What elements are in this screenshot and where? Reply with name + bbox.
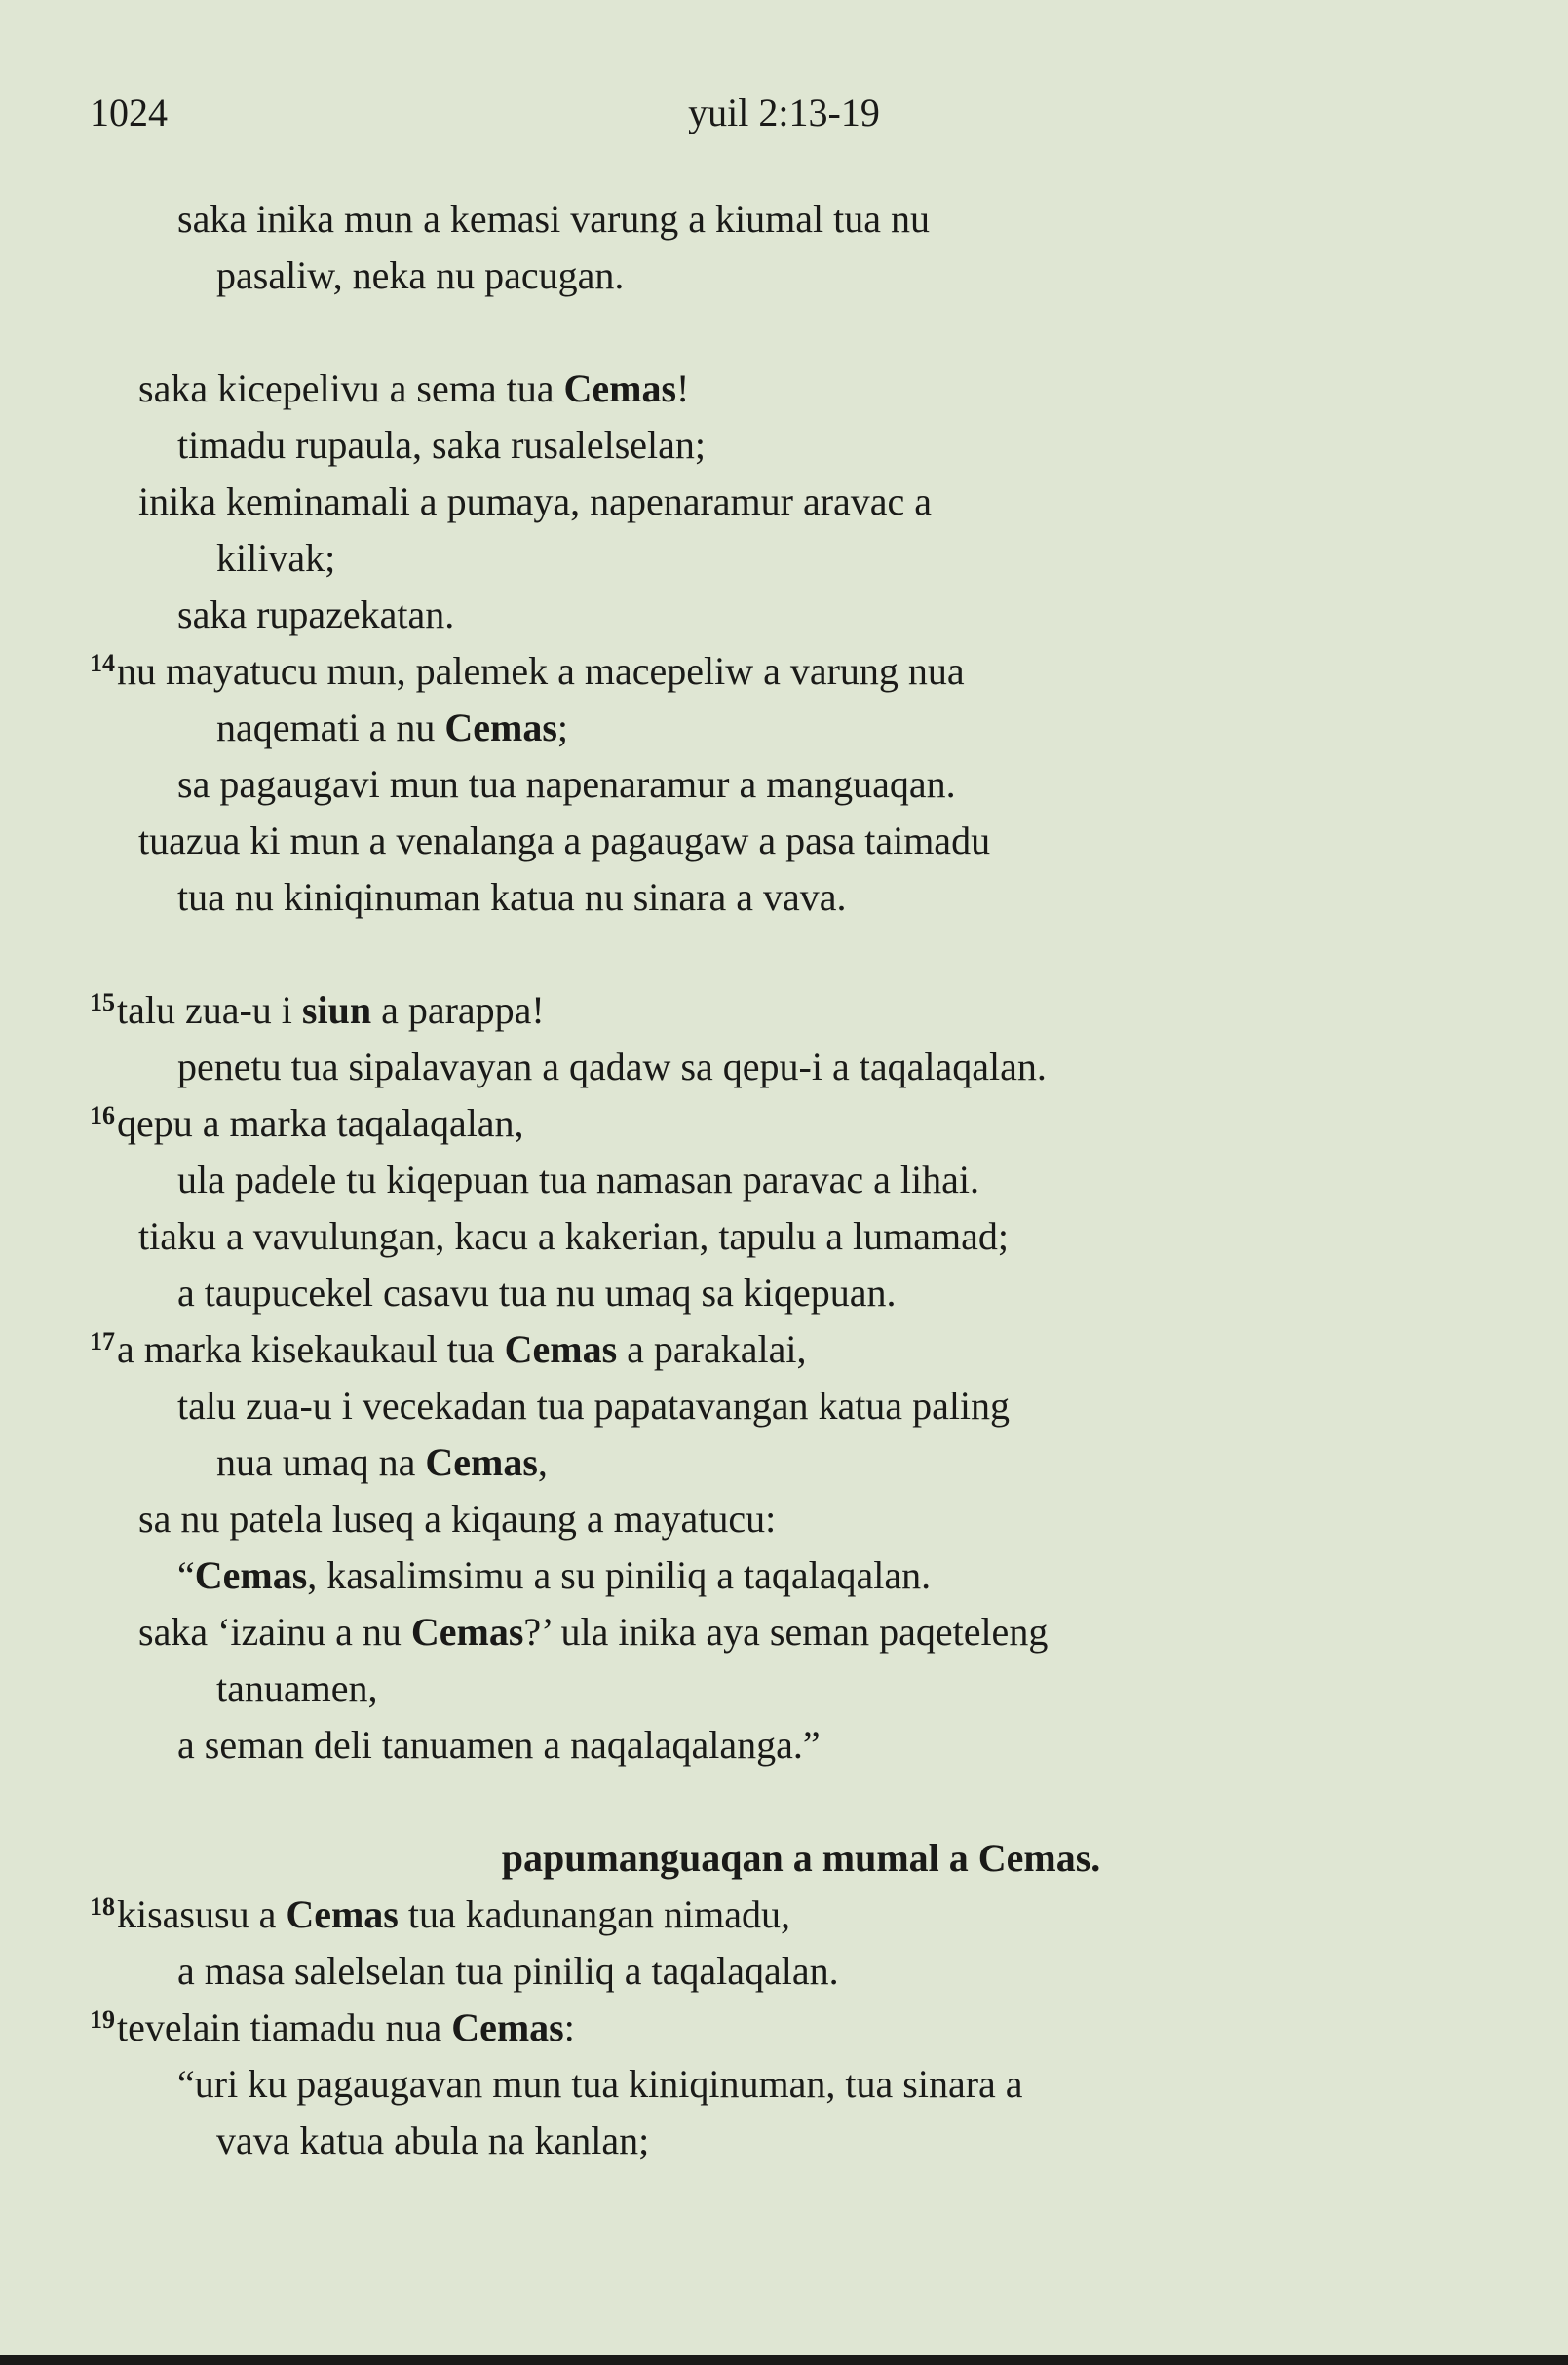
line-text: vava katua abula na kanlan; bbox=[216, 2118, 650, 2162]
page-header bbox=[90, 90, 1478, 148]
emphasized-word: Cemas bbox=[194, 1553, 308, 1597]
line-text: saka ‘izainu a nu bbox=[138, 1610, 411, 1654]
verse-line bbox=[90, 756, 1473, 813]
line-text: kilivak; bbox=[216, 536, 336, 580]
stanza-gap bbox=[90, 1774, 1473, 1830]
line-text: qepu a marka taqalaqalan, bbox=[117, 1101, 524, 1145]
stanza-gap bbox=[90, 304, 1473, 361]
scripture-text bbox=[90, 191, 1473, 2169]
line-text: tevelain tiamadu nua bbox=[117, 2005, 452, 2049]
verse-line bbox=[90, 1943, 1473, 2000]
line-text: , kasalimsimu a su piniliq a taqalaqalan. bbox=[307, 1553, 932, 1597]
line-text: tua nu kiniqinuman katua nu sinara a vava. bbox=[177, 875, 847, 919]
verse-line bbox=[90, 813, 1473, 869]
line-text: talu zua-u i vecekadan tua papatavangan katua paling bbox=[177, 1384, 1011, 1428]
page-number: 1024 bbox=[90, 91, 168, 134]
verse-line bbox=[90, 1887, 1473, 1943]
verse-number: 19 bbox=[90, 2005, 115, 2034]
emphasized-word: Cemas bbox=[286, 1892, 399, 1936]
verse-number: 18 bbox=[90, 1892, 115, 1921]
line-text: saka inika mun a kemasi varung a kiumal tua nu bbox=[177, 197, 931, 241]
line-text: sa pagaugavi mun tua napenaramur a manguaqan. bbox=[177, 762, 956, 806]
emphasized-word: Cemas bbox=[451, 2005, 564, 2049]
verse-line bbox=[90, 1039, 1473, 1095]
stanza-gap bbox=[90, 926, 1473, 982]
line-text: ! bbox=[676, 366, 690, 410]
verse-line bbox=[90, 1434, 1473, 1491]
line-text: penetu tua sipalavayan a qadaw sa qepu-i a taqalaqalan. bbox=[177, 1045, 1047, 1088]
emphasized-word: Cemas bbox=[504, 1327, 618, 1371]
verse-line bbox=[90, 2056, 1473, 2113]
verse-line bbox=[90, 1604, 1473, 1660]
line-text: a parakalai, bbox=[617, 1327, 807, 1371]
line-text: talu zua-u i bbox=[117, 988, 302, 1032]
verse-line bbox=[90, 474, 1473, 530]
verse-line bbox=[90, 1378, 1473, 1434]
verse-line bbox=[90, 1265, 1473, 1321]
line-text: : bbox=[563, 2005, 575, 2049]
line-text: tiaku a vavulungan, kacu a kakerian, tapulu a lumamad; bbox=[138, 1214, 1010, 1258]
verse-number: 17 bbox=[90, 1327, 115, 1355]
line-text: naqemati a nu bbox=[216, 706, 445, 749]
verse-line bbox=[90, 869, 1473, 926]
verse-line bbox=[90, 248, 1473, 304]
verse-line bbox=[90, 1095, 1473, 1152]
verse-line bbox=[90, 982, 1473, 1039]
emphasized-word: Cemas bbox=[444, 706, 557, 749]
verse-line bbox=[90, 417, 1473, 474]
verse-line bbox=[90, 1717, 1473, 1774]
verse-line bbox=[90, 700, 1473, 756]
line-text: saka rupazekatan. bbox=[177, 592, 455, 636]
line-text: ?’ ula inika aya seman paqeteleng bbox=[523, 1610, 1049, 1654]
line-text: a masa salelselan tua piniliq a taqalaqalan. bbox=[177, 1949, 839, 1993]
verse-number: 14 bbox=[90, 649, 115, 677]
line-text: ula padele tu kiqepuan tua namasan paravac a lihai. bbox=[177, 1158, 979, 1202]
line-text: timadu rupaula, saka rusalelselan; bbox=[177, 423, 707, 467]
line-text: papumanguaqan a mumal a Cemas. bbox=[501, 1836, 1101, 1880]
line-text: pasaliw, neka nu pacugan. bbox=[216, 253, 625, 297]
emphasized-word: Cemas bbox=[425, 1440, 538, 1484]
section-heading bbox=[90, 1830, 1473, 1887]
verse-line bbox=[90, 1152, 1473, 1208]
line-text: nua umaq na bbox=[216, 1440, 426, 1484]
line-text: kisasusu a bbox=[117, 1892, 287, 1936]
line-text: ; bbox=[556, 706, 569, 749]
line-text: a taupucekel casavu tua nu umaq sa kiqepuan. bbox=[177, 1271, 897, 1315]
verse-line bbox=[90, 1660, 1473, 1717]
line-text: “ bbox=[177, 1553, 195, 1597]
bottom-rule bbox=[0, 2355, 1568, 2365]
line-text: inika keminamali a pumaya, napenaramur aravac a bbox=[138, 479, 933, 523]
line-text: a seman deli tanuamen a naqalaqalanga.” bbox=[177, 1723, 821, 1767]
verse-number: 15 bbox=[90, 988, 115, 1016]
line-text: a marka kisekaukaul tua bbox=[117, 1327, 505, 1371]
line-text: saka kicepelivu a sema tua bbox=[138, 366, 564, 410]
verse-number: 16 bbox=[90, 1101, 115, 1129]
verse-line bbox=[90, 1208, 1473, 1265]
line-text: nu mayatucu mun, palemek a macepeliw a varung nua bbox=[117, 649, 965, 693]
chapter-reference: yuil 2:13-19 bbox=[688, 91, 880, 134]
line-text: , bbox=[537, 1440, 548, 1484]
line-text: tanuamen, bbox=[216, 1666, 378, 1710]
verse-line bbox=[90, 2113, 1473, 2169]
verse-line bbox=[90, 1491, 1473, 1547]
verse-line bbox=[90, 361, 1473, 417]
verse-line bbox=[90, 587, 1473, 643]
verse-line bbox=[90, 1547, 1473, 1604]
line-text: tuazua ki mun a venalanga a pagaugaw a pasa taimadu bbox=[138, 819, 991, 862]
line-text: sa nu patela luseq a kiqaung a mayatucu: bbox=[138, 1497, 777, 1541]
emphasized-word: Cemas bbox=[410, 1610, 524, 1654]
emphasized-word: Cemas bbox=[563, 366, 677, 410]
verse-line bbox=[90, 191, 1473, 248]
line-text: “uri ku pagaugavan mun tua kiniqinuman, tua sinara a bbox=[177, 2062, 1023, 2106]
verse-line bbox=[90, 1321, 1473, 1378]
line-text: a parappa! bbox=[371, 988, 545, 1032]
verse-line bbox=[90, 530, 1473, 587]
verse-line bbox=[90, 643, 1473, 700]
verse-line bbox=[90, 2000, 1473, 2056]
line-text: tua kadunangan nimadu, bbox=[398, 1892, 790, 1936]
emphasized-word: siun bbox=[301, 988, 372, 1032]
